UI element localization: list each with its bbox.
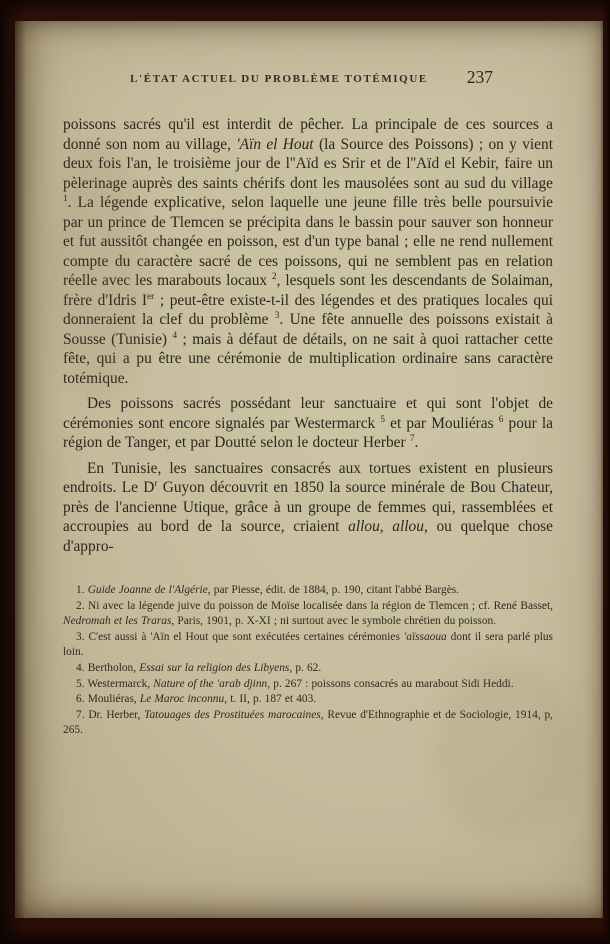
footnote: 6. Mouliéras, Le Maroc inconnu, t. II, p. 187 et 403.	[76, 693, 317, 706]
footnote: 7. Dr. Herber, Tatouages des Prostituées marocaines, Revue d'Ethnographie et de Sociologie, 1914, p, 265.	[63, 708, 554, 737]
footnote: 3. C'est aussi à 'Aïn el Hout que sont exécutées certaines cérémonies 'aïssaoua dont il sera parlé plus loin.	[63, 630, 553, 659]
body-paragraph: En Tunisie, les sanctuaires consacrés aux tortues existent en plusieurs endroits. Le $D^r$ Guyon découvrit en 1850 la source minérale de Bou Chateur, près de l'ancienne Utique, grâce à un groupe de femmes qui, rassemblées et accroupies au bord de la source, criaient allou, allou, ou quelque chose d'appro-	[63, 459, 553, 555]
footnote: 4. Bertholon, Essai sur la religion des Libyens, p. 62.	[76, 661, 322, 674]
body-paragraph: poissons sacrés qu'il est interdit de pêcher. La principale de ces sources a donné son nom au village, 'Aïn el Hout (la Source des Poissons) ; on y vient deux fois l'an, le troisième jour de l''Aïd es Srir et de l''Aïd el Kebir, faire un pèlerinage auprès des saints chérifs dont les mausolées sont au sud du village $^1$. La légende explicative, selon laquelle une jeune fille très belle poursuivie par un prince de Tlemcen se précipita dans le bassin pour sauver son honneur et fut aussitôt changée en poisson, est d'un type banal ; elle ne rend nullement compte du caractère sacré de ces poissons, qui ne semblent pas en relation réelle avec les marabouts locaux $^2$, lesquels sont les descendants de Solaiman, frère d'Idris Ier ; peut-être existe-t-il des légendes et des pratiques locales qui donneraient la clef du problème $^3$. Une fête annuelle des poissons existait à Sousse (Tunisie) $^4$ ; mais à défaut de détails, on ne sait à quoi rattacher cette fête, qui a pu être une cérémonie de multiplication ordinaire sans caractère totémique.	[63, 116, 553, 387]
footnote: 1. Guide Joanne de l'Algérie, par Piesse, édit. de 1884, p. 190, citant l'abbé Bargès.	[76, 584, 460, 596]
page-header	[63, 67, 555, 95]
running-title: L'ÉTAT ACTUEL DU PROBLÈME TOTÉMIQUE	[130, 73, 428, 85]
body-paragraph: Des poissons sacrés possédant leur sanctuaire et qui sont l'objet de cérémonies sont encore signalés par Westermarck $^5$ et par Mouliéras $^6$ pour la région de Tanger, et par Doutté selon le docteur Herber $^7$.	[63, 395, 553, 451]
footnote: 5. Westermarck, Nature of the 'arab djinn, p. 267 : poissons consacrés au marabout Sidi Heddi.	[76, 677, 514, 690]
footnotes	[63, 583, 553, 739]
footnote: 2. Ni avec la légende juive du poisson de Moïse localisée dans la région de Tlemcen ; cf. René Basset, Nedromah et les Traras, Paris, 1901, p. X-XI ; ni surtout avec le symbole chrétien du poisson.	[63, 599, 553, 628]
body-text	[63, 115, 553, 739]
book-page	[15, 21, 603, 918]
page-number: 237	[466, 67, 493, 87]
